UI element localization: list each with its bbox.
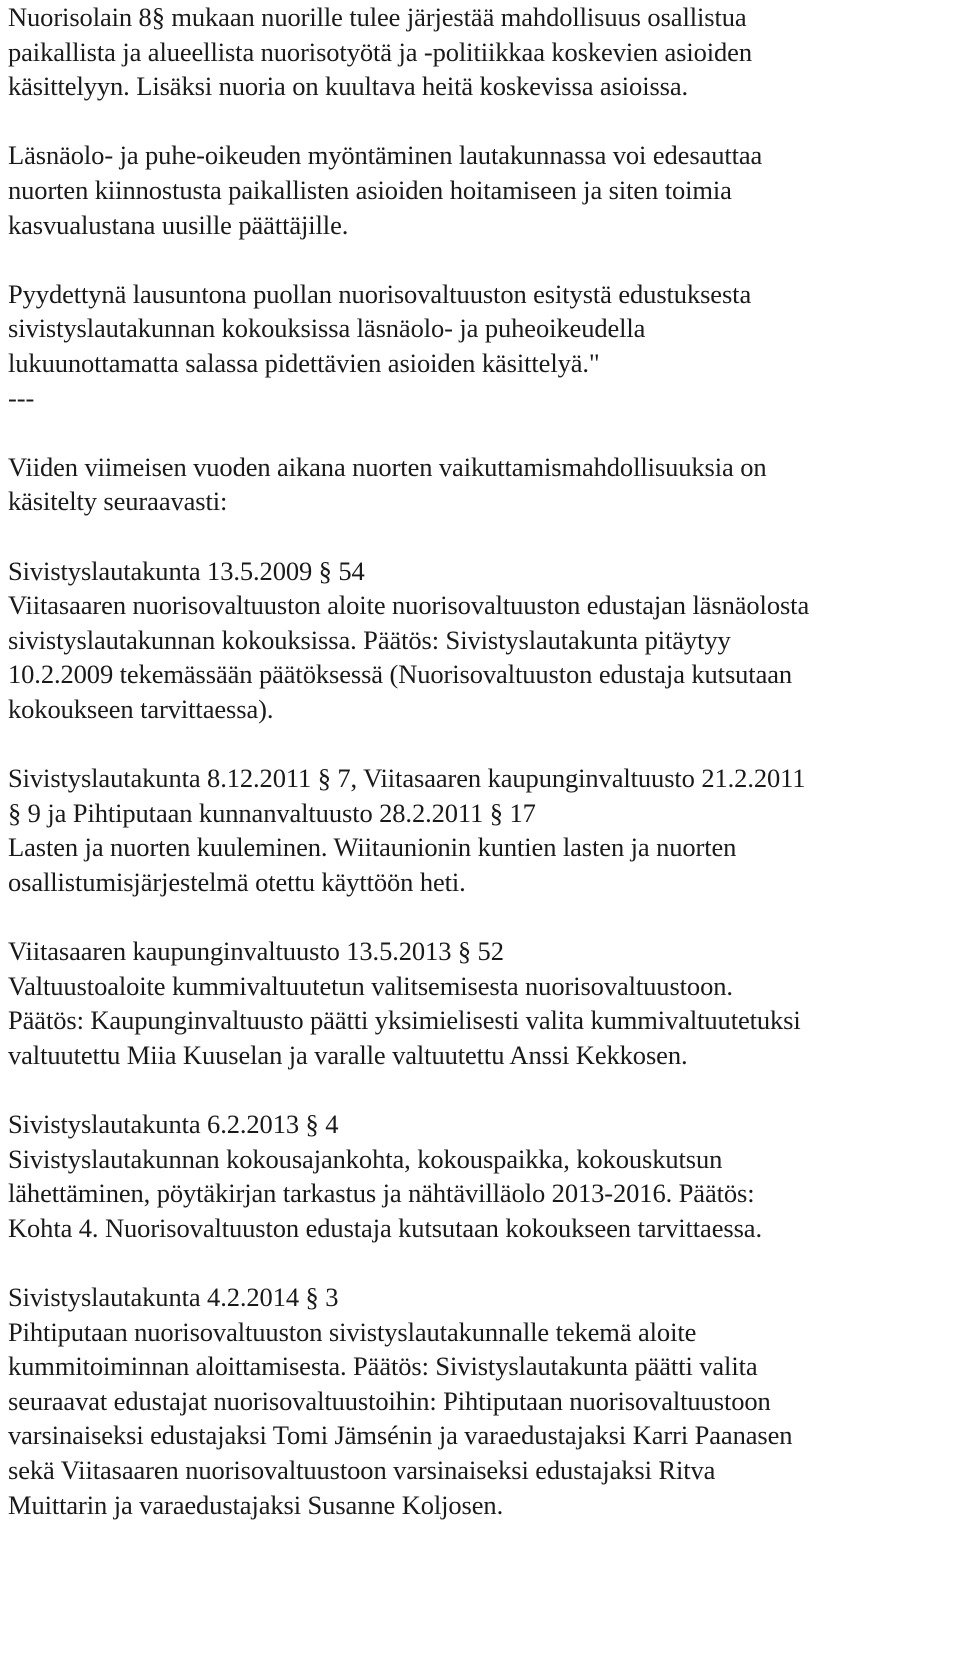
paragraph-nuorisolaki: [8, 0, 956, 104]
text-line: kasvualustana uusille päättäjille.: [8, 209, 349, 240]
text-line: sivistyslautakunnan kokouksissa. Päätös: Sivistyslautakunta pitäytyy: [8, 624, 731, 655]
text-line: Päätös: Kaupunginvaltuusto päätti yksimielisesti valita kummivaltuutetuksi: [8, 1005, 801, 1036]
paragraph-gap: [8, 519, 956, 554]
paragraph-lausunto: [8, 277, 956, 381]
text-line: osallistumisjärjestelmä otettu käyttöön heti.: [8, 866, 466, 897]
entry-heading: Sivistyslautakunta 13.5.2009 § 54: [8, 555, 365, 586]
text-line: Läsnäolo- ja puhe-oikeuden myöntäminen lautakunnassa voi edesauttaa: [8, 140, 763, 171]
entry-heading: Viitasaaren kaupunginvaltuusto 13.5.2013 § 52: [8, 936, 504, 967]
text-line: Sivistyslautakunnan kokousajankohta, kokouspaikka, kokouskutsun: [8, 1143, 723, 1174]
text-line: 10.2.2009 tekemässään päätöksessä (Nuorisovaltuuston edustaja kutsutaan: [8, 659, 793, 690]
paragraph-gap: [8, 242, 956, 277]
text-line: kummitoiminnan aloittamisesta. Päätös: Sivistyslautakunta päätti valita: [8, 1351, 758, 1382]
text-line: Nuorisolain 8§ mukaan nuorille tulee järjestää mahdollisuus osallistua: [8, 2, 747, 32]
text-line: sekä Viitasaaren nuorisovaltuustoon varsinaiseksi edustajaksi Ritva: [8, 1454, 716, 1485]
entry-sivistyslautakunta-2013: [8, 1107, 956, 1245]
text-line: Viitasaaren nuorisovaltuuston aloite nuorisovaltuuston edustajan läsnäolosta: [8, 590, 810, 621]
document-page: [8, 0, 956, 1522]
text-line: Kohta 4. Nuorisovaltuuston edustaja kutsutaan kokoukseen tarvittaessa.: [8, 1212, 762, 1243]
entry-heading: Sivistyslautakunta 8.12.2011 § 7, Viitasaaren kaupunginvaltuusto 21.2.2011: [8, 763, 806, 794]
text-line: lähettäminen, pöytäkirjan tarkastus ja nähtävilläolo 2013-2016. Päätös:: [8, 1178, 755, 1209]
text-line: kokoukseen tarvittaessa).: [8, 693, 274, 724]
paragraph-intro: [8, 450, 956, 519]
paragraph-gap: [8, 1245, 956, 1280]
entry-heading: Sivistyslautakunta 4.2.2014 § 3: [8, 1281, 339, 1312]
paragraph-gap: [8, 899, 956, 934]
paragraph-gap: [8, 1072, 956, 1107]
entry-sivistyslautakunta-2009: [8, 554, 956, 727]
text-line: seuraavat edustajat nuorisovaltuustoihin: Pihtiputaan nuorisovaltuustoon: [8, 1385, 771, 1416]
text-line: Muittarin ja varaedustajaksi Susanne Koljosen.: [8, 1489, 504, 1520]
text-line: Viiden viimeisen vuoden aikana nuorten vaikuttamismahdollisuuksia on: [8, 451, 767, 482]
text-line: paikallista ja alueellista nuorisotyötä ja -politiikkaa koskevien asioiden: [8, 36, 752, 67]
text-line: sivistyslautakunnan kokouksissa läsnäolo- ja puheoikeudella: [8, 313, 646, 344]
entry-sivistyslautakunta-2014: [8, 1280, 956, 1522]
entry-heading: § 9 ja Pihtiputaan kunnanvaltuusto 28.2.2011 § 17: [8, 797, 536, 828]
text-line: Pyydettynä lausuntona puollan nuorisovaltuuston esitystä edustuksesta: [8, 278, 752, 309]
entry-kaupunginvaltuusto-2013: [8, 934, 956, 1072]
text-line: nuorten kiinnostusta paikallisten asioiden hoitamiseen ja siten toimia: [8, 174, 732, 205]
paragraph-lasnaolo: [8, 138, 956, 242]
text-line: Lasten ja nuorten kuuleminen. Wiitaunionin kuntien lasten ja nuorten: [8, 832, 737, 863]
text-line: valtuutettu Miia Kuuselan ja varalle valtuutettu Anssi Kekkosen.: [8, 1039, 688, 1070]
text-line: Valtuustoaloite kummivaltuutetun valitsemisesta nuorisovaltuustoon.: [8, 970, 733, 1001]
text-line: Pihtiputaan nuorisovaltuuston sivistyslautakunnalle tekemä aloite: [8, 1316, 697, 1347]
paragraph-gap: [8, 415, 956, 450]
paragraph-gap: [8, 104, 956, 139]
paragraph-gap: [8, 726, 956, 761]
text-line: käsittelyyn. Lisäksi nuoria on kuultava heitä koskevissa asioissa.: [8, 71, 689, 102]
text-line: varsinaiseksi edustajaksi Tomi Jämsénin ja varaedustajaksi Karri Paanasen: [8, 1420, 793, 1451]
text-line: käsitelty seuraavasti:: [8, 486, 228, 517]
entry-heading: Sivistyslautakunta 6.2.2013 § 4: [8, 1109, 339, 1139]
entry-sivistyslautakunta-2011: [8, 761, 956, 899]
text-line: lukuunottamatta salassa pidettävien asioiden käsittelyä.": [8, 347, 600, 378]
separator: ---: [8, 382, 35, 413]
